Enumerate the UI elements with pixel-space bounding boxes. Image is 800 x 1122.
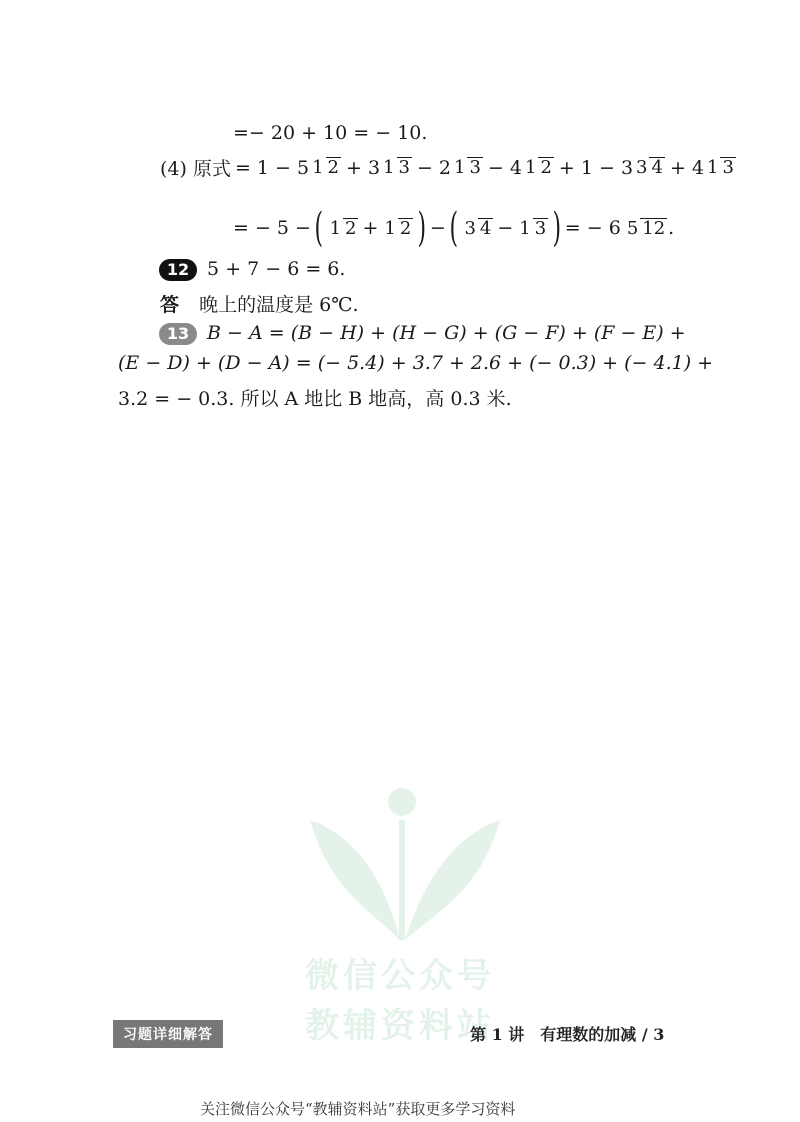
- question-13-line-2: (E − D) + (D − A) = (− 5.4) + 3.7 + 2.6 + (− 0.3) + (− 4.1) +: [118, 352, 714, 374]
- watermark-logo: [300, 780, 510, 950]
- operator: −: [429, 217, 446, 239]
- equation-text: B − A = (B − H) + (H − G) + (G − F) + (F − E) +: [207, 322, 686, 344]
- question-13-line-1: [159, 322, 686, 345]
- term: − 4: [487, 156, 522, 179]
- part-label: (4) 原式: [160, 158, 231, 180]
- watermark-line-2: 教辅资料站: [305, 1006, 495, 1046]
- answer-text: 晚上的温度是 6℃.: [199, 294, 359, 316]
- fraction: 1 3: [519, 217, 547, 239]
- equals-sign: =: [234, 156, 251, 179]
- operator: +: [362, 217, 379, 239]
- section-tag: 习题详细解答: [113, 1020, 223, 1048]
- promo-footer: 关注微信公众号“教辅资料站”获取更多学习资料: [200, 1100, 516, 1118]
- chapter-title-and-page: 第 1 讲 有理数的加减 / 3: [470, 1025, 665, 1044]
- fraction: 1 2: [524, 157, 552, 178]
- question-number-badge: 13: [159, 323, 197, 345]
- term: + 4: [669, 156, 704, 179]
- right-paren: ): [552, 205, 562, 251]
- leaf-logo-icon: [300, 780, 510, 950]
- question-number-badge: 12: [159, 259, 197, 281]
- fraction: 5 12: [626, 217, 666, 239]
- period: .: [668, 217, 675, 239]
- term: + 3: [345, 156, 381, 179]
- answer-12: [160, 290, 359, 317]
- fraction: 1 2: [312, 157, 339, 178]
- solution-line-3: [233, 205, 675, 251]
- question-13-line-3: 3.2 = − 0.3. 所以 A 地比 B 地高，高 0.3 米.: [118, 388, 512, 410]
- term: + 1 − 3: [558, 156, 634, 179]
- fraction: 3 4: [636, 157, 663, 178]
- question-12: [159, 258, 345, 281]
- fraction: 1 3: [383, 157, 410, 178]
- term: = − 5 −: [233, 217, 311, 239]
- term: = − 6: [564, 217, 621, 239]
- solution-part-4: [160, 154, 737, 181]
- equation-text: =− 20 + 10 = − 10.: [233, 122, 428, 144]
- operator: −: [497, 217, 514, 239]
- term: 1 − 5: [256, 156, 310, 179]
- fraction: 1 3: [454, 157, 481, 178]
- right-paren: ): [417, 205, 427, 251]
- fraction: 1 2: [384, 217, 412, 239]
- equation-text: 5 + 7 − 6 = 6.: [207, 258, 346, 280]
- answer-label: 答: [160, 294, 180, 316]
- fraction: 1 3: [707, 157, 734, 178]
- solution-line-1: [233, 122, 427, 144]
- left-paren: (: [314, 205, 324, 251]
- watermark-line-1: 微信公众号: [305, 956, 495, 996]
- fraction: 1 2: [329, 217, 357, 239]
- left-paren: (: [449, 205, 458, 251]
- term: − 2: [416, 156, 452, 179]
- fraction: 3 4: [464, 217, 492, 239]
